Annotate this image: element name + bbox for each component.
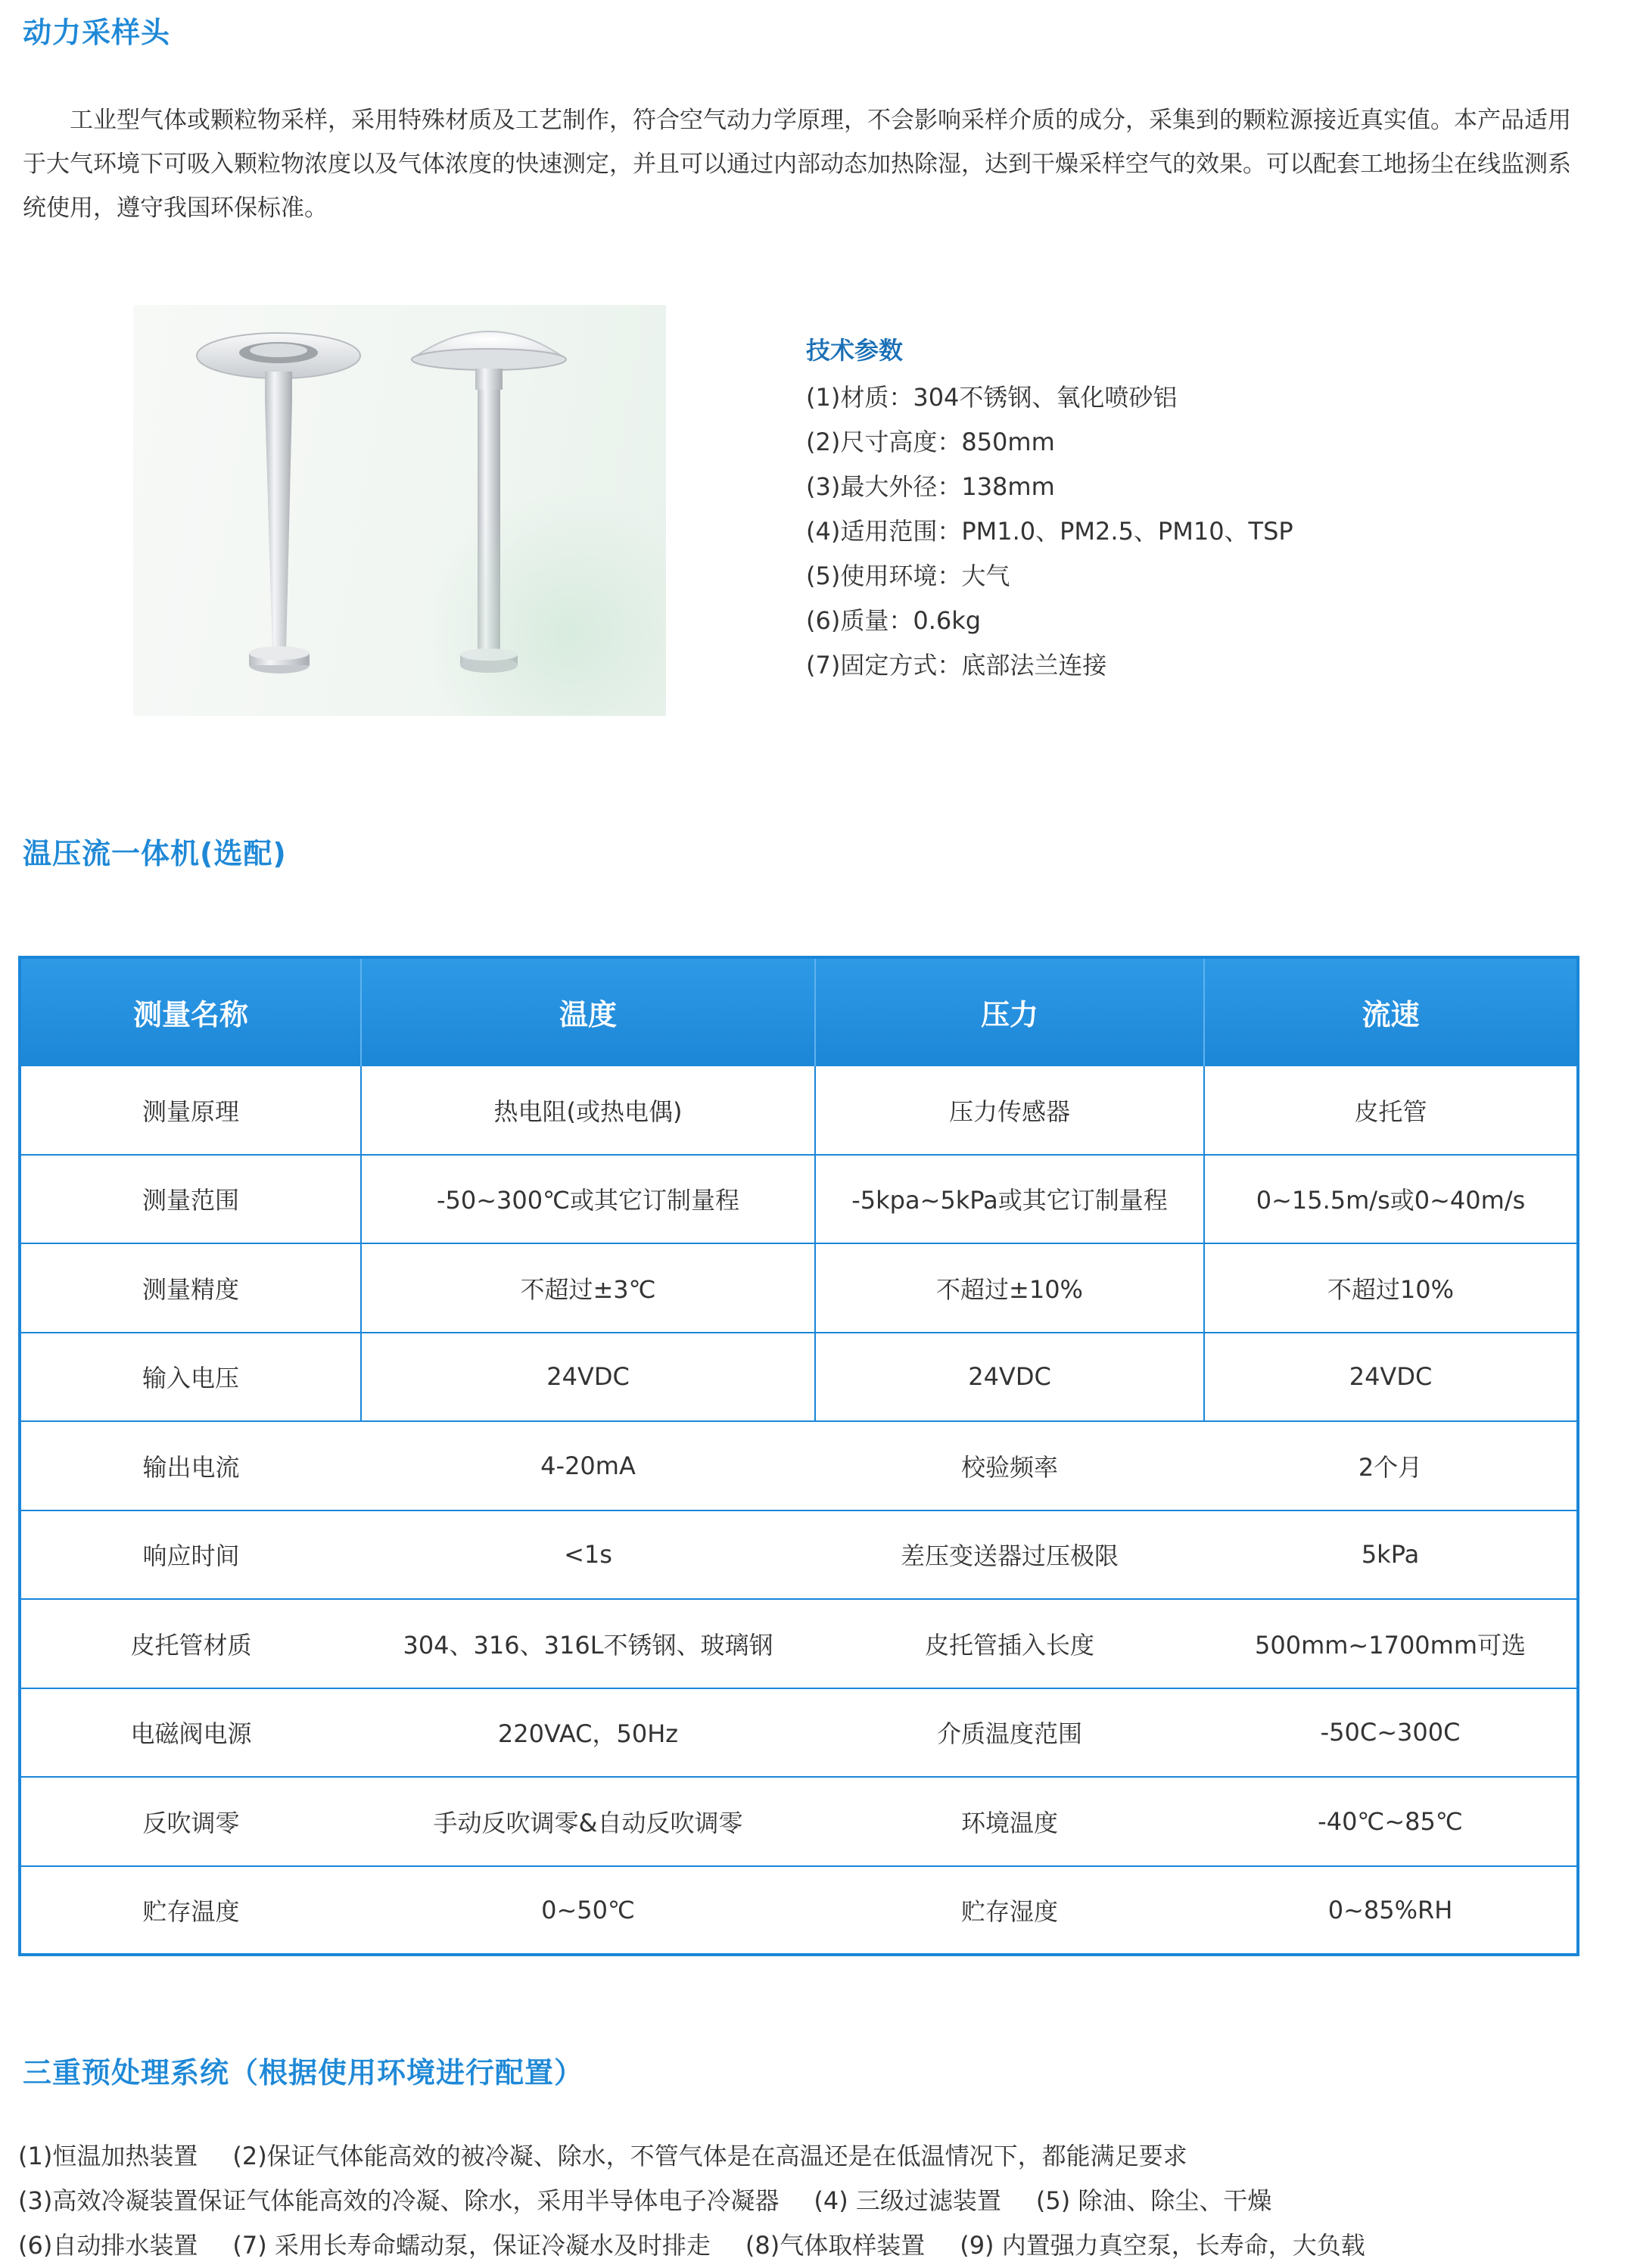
header-cell: 温度	[361, 959, 815, 1066]
spec-table	[18, 956, 1579, 1956]
table-cell: 反吹调零	[21, 1777, 361, 1866]
list-entry: (1)恒温加热装置	[18, 2142, 198, 2170]
table-cell: 24VDC	[1204, 1333, 1576, 1422]
table-cell: 4-20mA	[361, 1421, 815, 1510]
pretreatment-list	[18, 2134, 1623, 2268]
list-entry: (6)自动排水装置	[18, 2231, 198, 2260]
table-cell: -40℃~85℃	[1204, 1777, 1576, 1866]
table-cell: 0~15.5m/s或0~40m/s	[1204, 1155, 1576, 1244]
table-row	[21, 1688, 1576, 1778]
param-item: (6)质量：0.6kg	[806, 606, 982, 635]
table-row	[21, 1599, 1576, 1688]
table-cell: 贮存温度	[21, 1866, 361, 1953]
table-row	[21, 1421, 1576, 1510]
param-item: (2)尺寸高度：850mm	[806, 428, 1055, 456]
table-row	[21, 1333, 1576, 1422]
table-row	[21, 1155, 1576, 1244]
table-cell: 电磁阀电源	[21, 1688, 361, 1778]
table-cell: 热电阻(或热电偶)	[361, 1066, 815, 1155]
intro-paragraph: 工业型气体或颗粒物采样，采用特殊材质及工艺制作，符合空气动力学原理，不会影响采样介质的成分，采集到的颗粒源接近真实值。本产品适用于大气环境下可吸入颗粒物浓度以及气体浓度的快速测定，并且可以通过内部动态加热除湿，达到干燥采样空气的效果。可以配套工地扬尘在线监测系统使用，遵守我国环保标准。	[23, 107, 1571, 222]
table-cell: 测量范围	[21, 1155, 361, 1244]
table-cell: 环境温度	[815, 1777, 1204, 1866]
list-item	[18, 2134, 1623, 2179]
list-entry: (2)保证气体能高效的被冷凝、除水，不管气体是在高温还是在低温情况下，都能满足要求	[232, 2142, 1187, 2170]
list-entry: (3)高效冷凝装置保证气体能高效的冷凝、除水，采用半导体电子冷凝器	[18, 2186, 780, 2215]
table-cell: 2个月	[1204, 1421, 1576, 1510]
table-row	[21, 1866, 1576, 1953]
table-cell: -50C~300C	[1204, 1688, 1576, 1778]
table-cell: 500mm~1700mm可选	[1204, 1599, 1576, 1688]
list-entry: (8)气体取样装置	[745, 2231, 926, 2260]
table-cell: 0~85%RH	[1204, 1866, 1576, 1953]
table-cell: -5kpa~5kPa或其它订制量程	[815, 1155, 1204, 1244]
table-cell: <1s	[361, 1510, 815, 1600]
header-cell: 压力	[815, 959, 1204, 1066]
table-cell: 压力传感器	[815, 1066, 1204, 1155]
technical-parameters	[806, 333, 1293, 688]
product-photo	[133, 305, 666, 716]
list-item	[18, 2179, 1623, 2223]
table-cell: 皮托管插入长度	[815, 1599, 1204, 1688]
table-cell: -50~300℃或其它订制量程	[361, 1155, 815, 1244]
param-item: (7)固定方式：底部法兰连接	[806, 651, 1107, 680]
table-header-row	[21, 959, 1576, 1066]
table-cell: 皮托管	[1204, 1066, 1576, 1155]
params-title: 技术参数	[806, 336, 904, 365]
list-item	[18, 2223, 1623, 2268]
list-entry: (4) 三级过滤装置	[814, 2186, 1001, 2215]
table-cell: 测量原理	[21, 1066, 361, 1155]
table-cell: 不超过±3℃	[361, 1243, 815, 1333]
table-cell: 差压变送器过压极限	[815, 1510, 1204, 1600]
header-cell: 测量名称	[21, 959, 361, 1066]
table-cell: 响应时间	[21, 1510, 361, 1600]
table-cell: 304、316、316L不锈钢、玻璃钢	[361, 1599, 815, 1688]
list-entry: (7) 采用长寿命蠕动泵，保证冷凝水及时排走	[232, 2231, 711, 2260]
table-cell: 介质温度范围	[815, 1688, 1204, 1778]
param-item: (1)材质：304不锈钢、氧化喷砂铝	[806, 383, 1178, 412]
table-cell: 5kPa	[1204, 1510, 1576, 1600]
table-cell: 220VAC，50Hz	[361, 1688, 815, 1778]
section-title-pretreatment: 三重预处理系统（根据使用环境进行配置）	[23, 2056, 584, 2089]
table-cell: 输出电流	[21, 1421, 361, 1510]
table-row	[21, 1777, 1576, 1866]
param-item: (4)适用范围：PM1.0、PM2.5、PM10、TSP	[806, 517, 1293, 546]
section-title-sampling-head: 动力采样头	[23, 16, 171, 49]
table-row	[21, 1510, 1576, 1600]
table-cell: 贮存湿度	[815, 1866, 1204, 1953]
table-cell: 不超过10%	[1204, 1243, 1576, 1333]
table-row	[21, 1243, 1576, 1333]
table-cell: 24VDC	[815, 1333, 1204, 1422]
list-entry: (5) 除油、除尘、干燥	[1035, 2186, 1272, 2215]
table-cell: 测量精度	[21, 1243, 361, 1333]
table-cell: 皮托管材质	[21, 1599, 361, 1688]
table-cell: 0~50℃	[361, 1866, 815, 1953]
table-cell: 手动反吹调零&自动反吹调零	[361, 1777, 815, 1866]
table-row	[21, 1066, 1576, 1155]
param-item: (5)使用环境：大气	[806, 562, 1010, 590]
param-item: (3)最大外径：138mm	[806, 472, 1055, 501]
header-cell: 流速	[1204, 959, 1576, 1066]
list-entry: (9) 内置强力真空泵，长寿命，大负载	[960, 2231, 1365, 2260]
table-cell: 校验频率	[815, 1421, 1204, 1510]
table-cell: 24VDC	[361, 1333, 815, 1422]
section-title-tpf-unit: 温压流一体机(选配)	[23, 837, 287, 870]
table-cell: 输入电压	[21, 1333, 361, 1422]
table-cell: 不超过±10%	[815, 1243, 1204, 1333]
